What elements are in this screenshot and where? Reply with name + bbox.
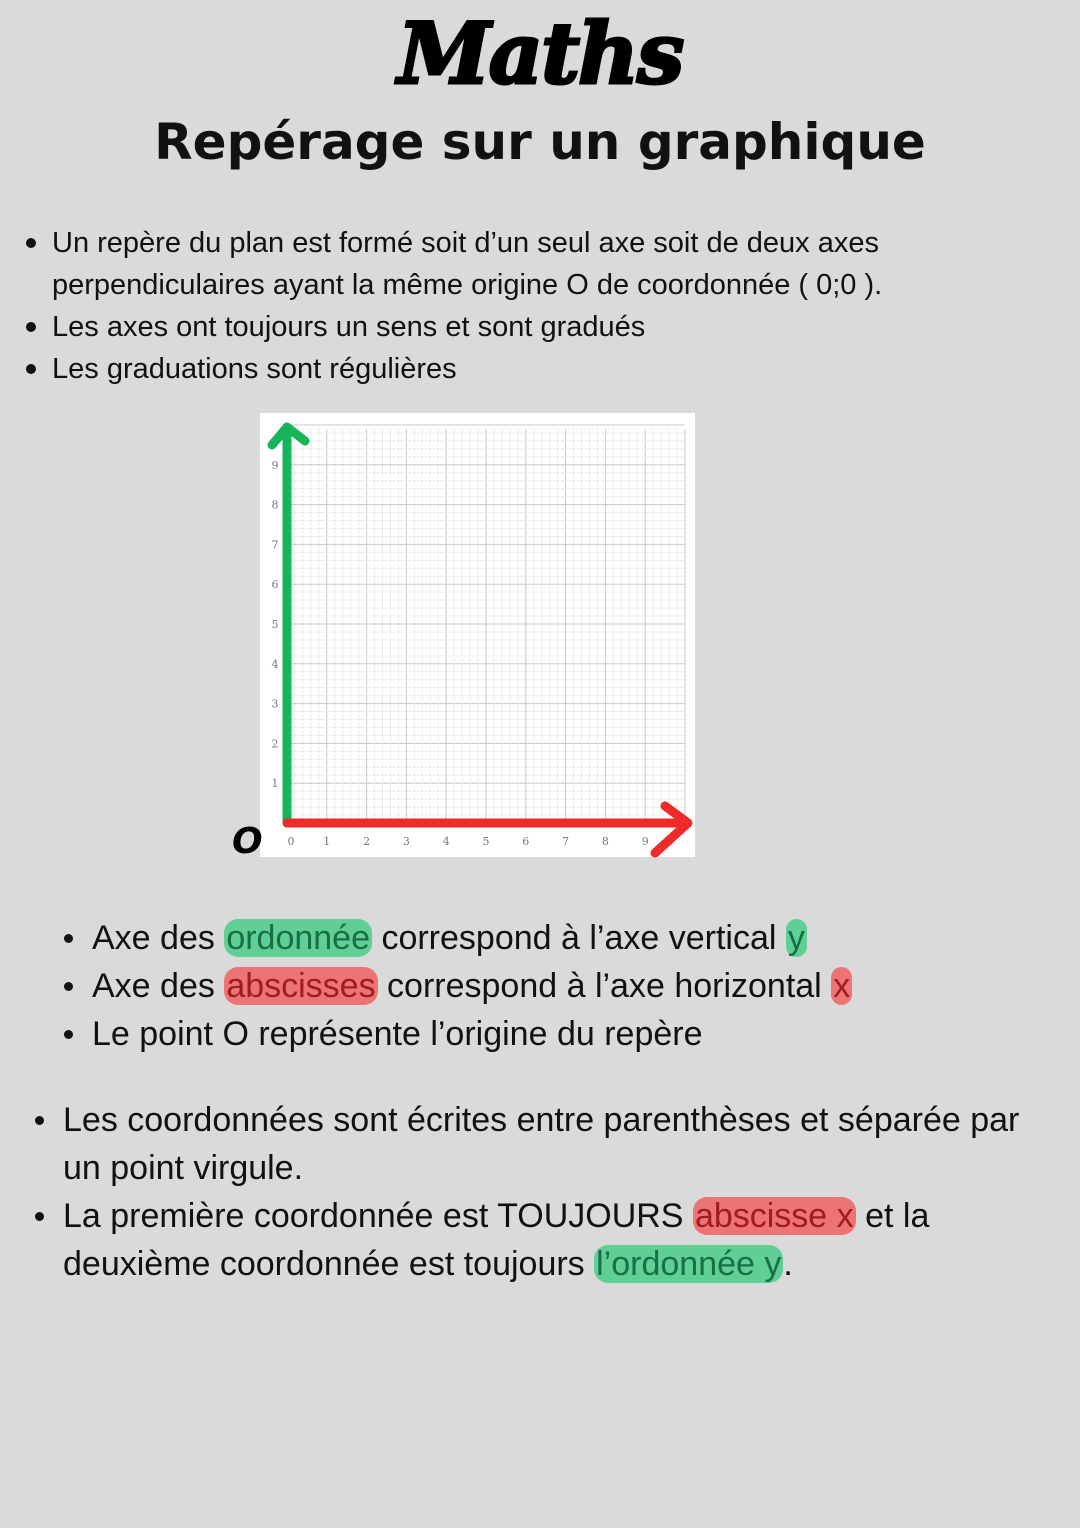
x-tick-label: 8 (601, 835, 609, 848)
y-tick-label: 5 (271, 618, 279, 631)
highlight-x: x (833, 967, 851, 1005)
list-item: Les axes ont toujours un sens et sont gradués (52, 306, 1062, 348)
y-tick-label: 2 (271, 737, 279, 751)
x-tick-label: 4 (442, 835, 450, 848)
y-tick-label: 1 (271, 777, 279, 791)
list-item: Les coordonnées sont écrites entre parenthèses et séparée par un point virgule. (63, 1096, 1053, 1192)
list-item (92, 962, 992, 1010)
coordinates-list (63, 1096, 1053, 1288)
list-item (92, 914, 992, 962)
x-tick-label: 1 (323, 835, 331, 848)
list-item: Les graduations sont régulières (52, 348, 1062, 390)
highlight-abscisses: abscisses (226, 967, 376, 1005)
x-tick-label: 2 (363, 835, 371, 848)
x-tick-label: 0 (287, 835, 295, 848)
x-tick-label: 5 (482, 835, 490, 848)
intro-list (52, 222, 1062, 390)
graph-svg (232, 413, 695, 862)
highlight-ordonnee: ordonnée (226, 919, 370, 957)
text: correspond à l’axe vertical (372, 919, 786, 957)
y-tick-label: 3 (271, 697, 279, 711)
page-title: Maths (397, 4, 683, 103)
y-tick-label: 7 (271, 538, 279, 552)
text: Axe des (92, 919, 225, 957)
coordinate-graph (232, 413, 695, 862)
list-item: Le point O représente l’origine du repère (92, 1010, 992, 1058)
y-tick-label: 9 (271, 458, 279, 472)
x-tick-label: 6 (522, 835, 530, 848)
origin-label: O (232, 821, 263, 862)
axes-list (92, 914, 992, 1058)
text: . (783, 1245, 793, 1283)
text: et la deuxième coordonnée est toujours (63, 1197, 930, 1283)
y-tick-label: 8 (271, 498, 279, 512)
list-item (63, 1192, 1053, 1288)
highlight-ordonnee-y: l’ordonnée y (596, 1245, 782, 1283)
text: Axe des (92, 967, 225, 1005)
list-item: Un repère du plan est formé soit d’un seul axe soit de deux axes perpendiculaires ayant la même origine O de coordonnée ( 0;0 ). (52, 222, 1062, 306)
x-tick-label: 9 (641, 835, 649, 848)
page-subtitle: Repérage sur un graphique (154, 113, 926, 171)
highlight-y: y (787, 919, 805, 957)
x-tick-label: 3 (402, 835, 410, 848)
text: La première coordonnée est TOUJOURS (63, 1197, 693, 1235)
text: correspond à l’axe horizontal (377, 967, 832, 1005)
x-tick-label: 7 (562, 835, 570, 848)
highlight-abscisse-x: abscisse x (694, 1197, 854, 1235)
y-tick-label: 6 (271, 578, 279, 592)
y-tick-label: 4 (271, 657, 279, 671)
